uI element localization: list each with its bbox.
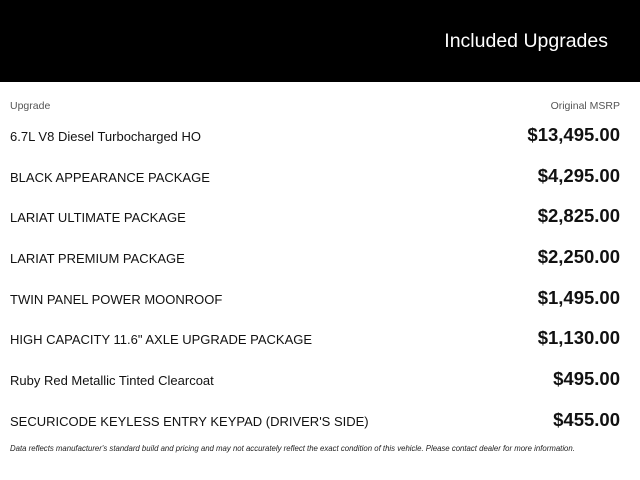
list-item — [0, 115, 640, 156]
upgrade-name: HIGH CAPACITY 11.6" AXLE UPGRADE PACKAGE — [10, 332, 313, 348]
upgrade-name: BLACK APPEARANCE PACKAGE — [10, 169, 210, 185]
upgrade-name: Ruby Red Metallic Tinted Clearcoat — [10, 373, 214, 389]
list-item — [0, 156, 640, 197]
upgrades-list — [0, 115, 640, 441]
page-title: Included Upgrades — [444, 30, 608, 52]
disclaimer-text: Data reflects manufacturer's standard build and pricing and may not accurately reflect the exact condition of this vehicle. Please contact dealer for more information. — [10, 444, 575, 453]
list-item — [0, 400, 640, 441]
list-item — [0, 318, 640, 359]
upgrade-name: LARIAT PREMIUM PACKAGE — [10, 251, 185, 267]
upgrade-price: $1,495.00 — [537, 286, 620, 308]
list-item — [0, 359, 640, 400]
list-item — [0, 237, 640, 278]
upgrade-name: SECURICODE KEYLESS ENTRY KEYPAD (DRIVER'S SIDE) — [10, 413, 369, 429]
upgrade-name: 6.7L V8 Diesel Turbocharged HO — [10, 129, 202, 144]
column-header-msrp: Original MSRP — [550, 100, 620, 112]
upgrade-price: $455.00 — [553, 408, 620, 430]
upgrade-price: $4,295.00 — [537, 164, 620, 186]
column-header-upgrade: Upgrade — [10, 100, 51, 112]
upgrade-price: $2,250.00 — [537, 246, 620, 268]
header-bar — [0, 0, 640, 82]
list-item — [0, 278, 640, 319]
upgrade-price: $495.00 — [553, 368, 620, 390]
list-item — [0, 196, 640, 237]
upgrade-price: $2,825.00 — [537, 205, 620, 227]
upgrade-price: $1,130.00 — [537, 327, 620, 349]
upgrade-price: $13,495.00 — [527, 124, 620, 145]
upgrade-name: TWIN PANEL POWER MOONROOF — [10, 291, 223, 307]
upgrade-name: LARIAT ULTIMATE PACKAGE — [10, 210, 186, 226]
